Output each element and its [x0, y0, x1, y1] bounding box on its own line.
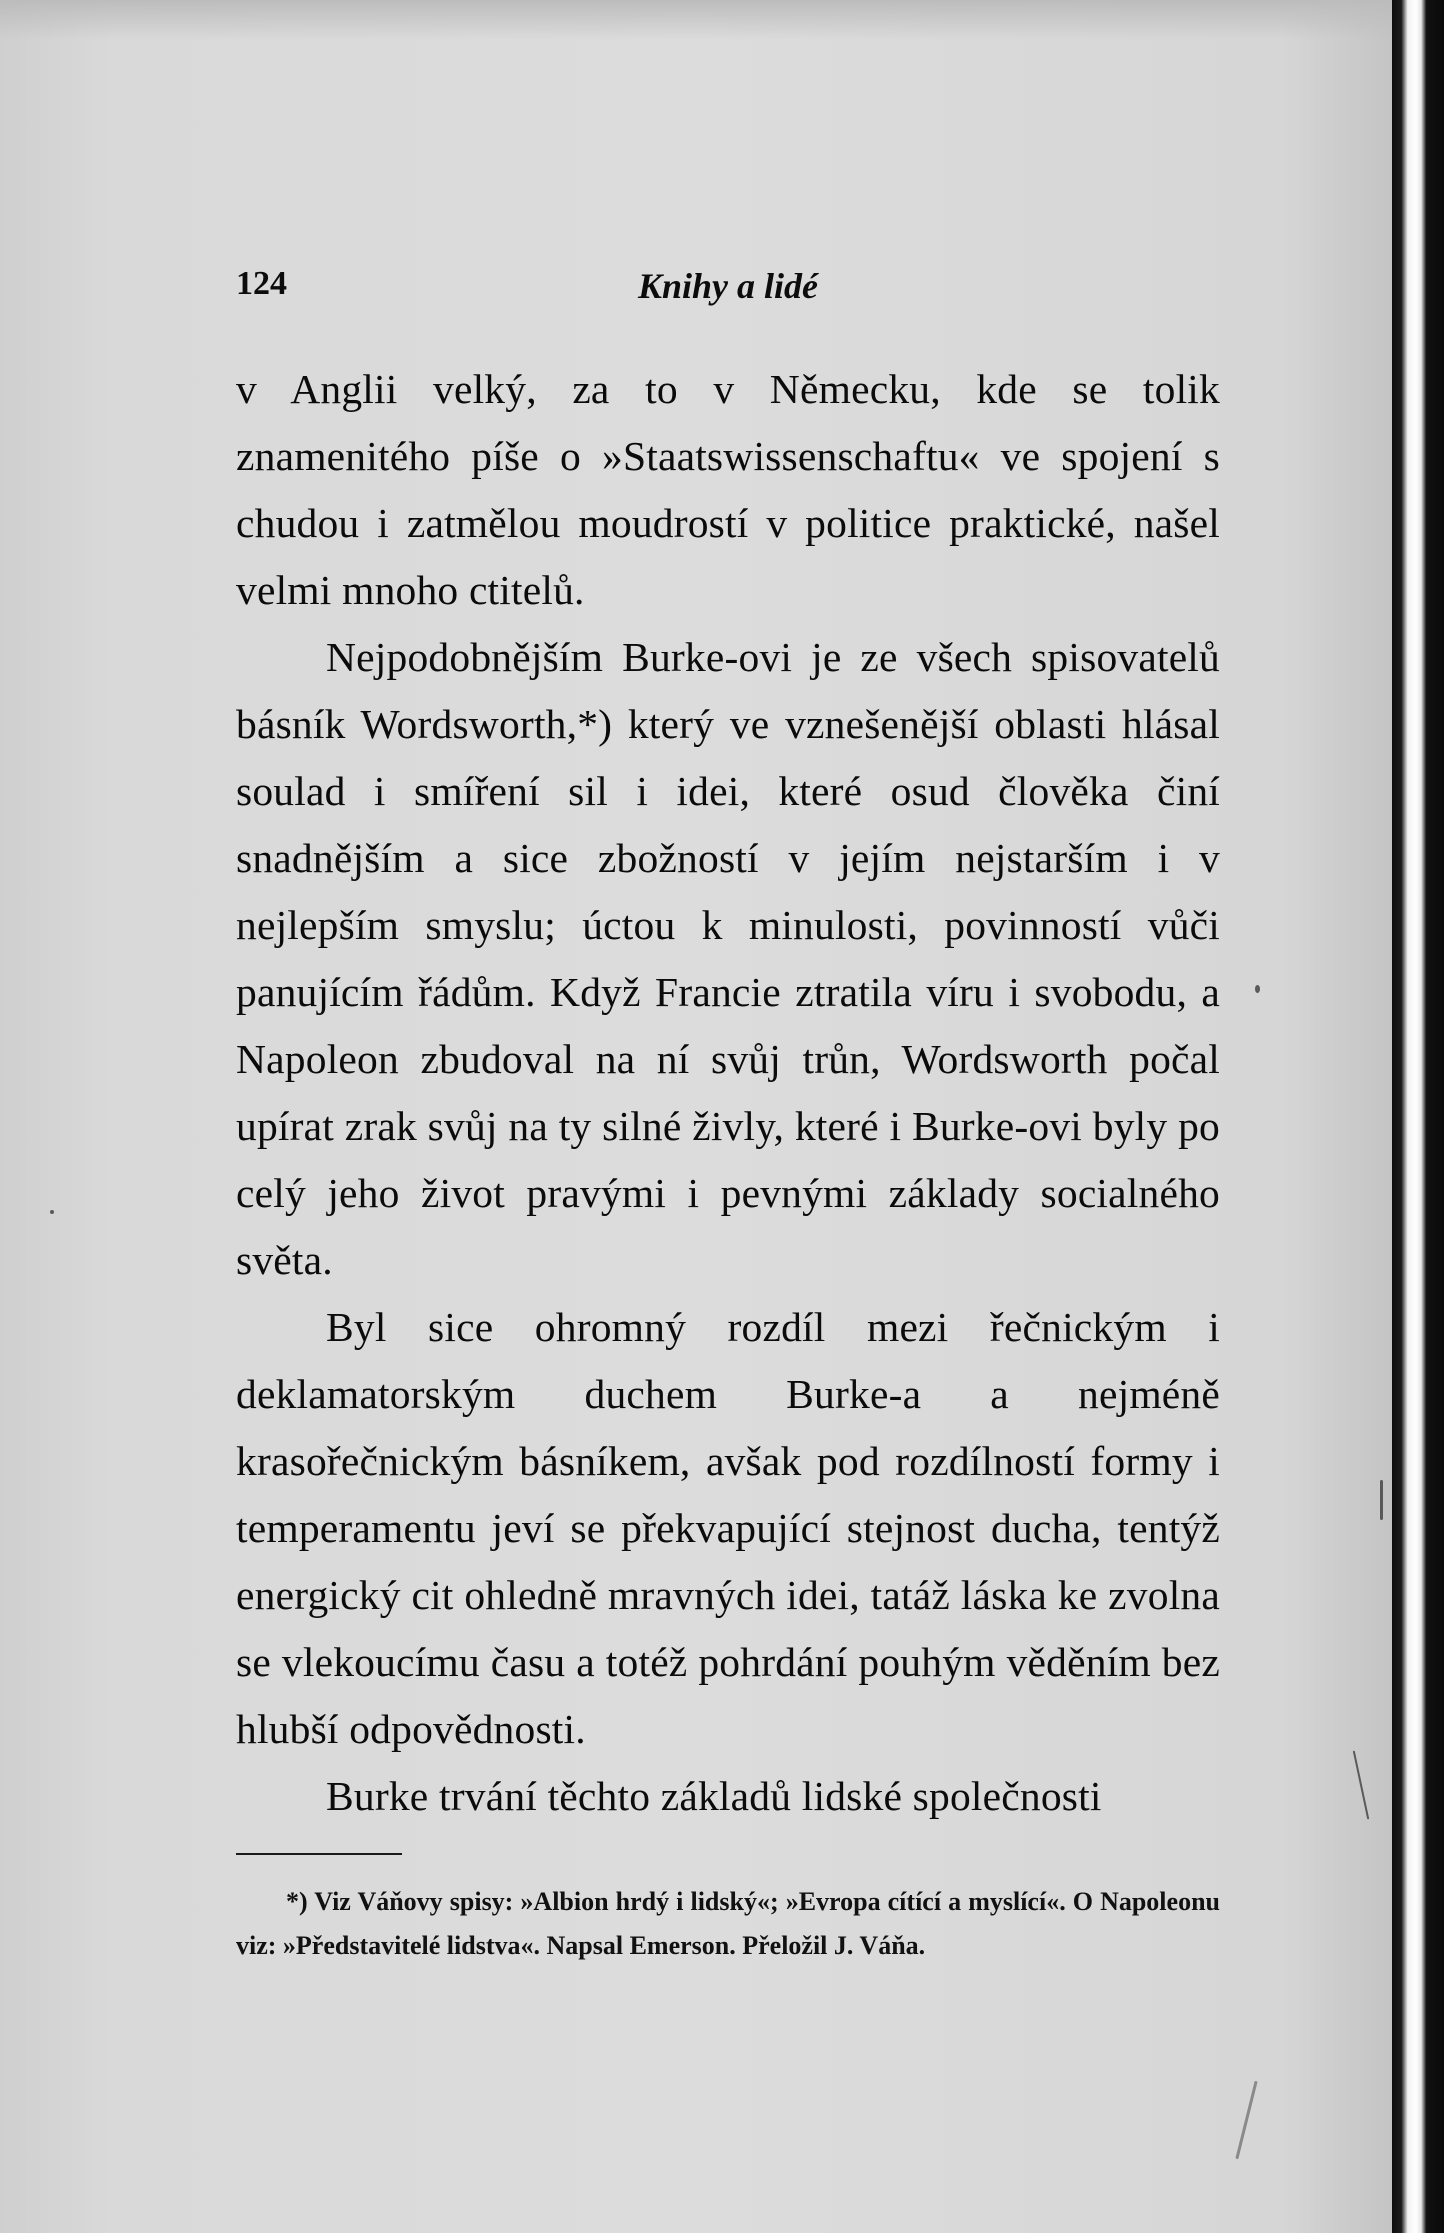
paragraph: Burke trvání těchto základů lidské společnosti — [326, 1773, 1102, 1819]
scan-speck — [1380, 1480, 1383, 1520]
footnote-divider — [236, 1853, 402, 1855]
footnote: *) Viz Váňovy spisy: »Albion hrdý i lidský«; »Evropa cítící a myslící«. O Napoleonu viz: »Představitelé lidstva«. Napsal Emerson. Přeložil J. Váňa. — [236, 1887, 1220, 1960]
page-number: 124 — [236, 265, 287, 302]
scan-speck — [1353, 1751, 1370, 1820]
paragraph: Byl sice ohromný rozdíl mezi řečnickým i deklamatorským duchem Burke-a a nejméně krasořečnickým básníkem, avšak pod rozdílností formy i temperamentu jeví se překvapující stejnost ducha, tentýž energický cit ohledně mravných idei, tatáž láska ke zvolna se vlekoucímu času a totéž pohrdání pouhým věděním bez hlubší odpovědnosti. — [236, 1304, 1220, 1752]
page-header — [236, 265, 1220, 315]
scan-speck — [50, 1210, 54, 1214]
scan-speck — [1235, 2081, 1257, 2159]
body-text — [236, 356, 1220, 1830]
paragraph: Nejpodobnějším Burke-ovi je ze všech spisovatelů básník Wordsworth,*) který ve vznešenější oblasti hlásal soulad i smíření sil i idei, které osud člověka činí snadnějším a sice zbožností v jejím nejstarším i v nejlepším smyslu; úctou k minulosti, povinností vůči panujícím řádům. Když Francie ztratila víru i svobodu, a Napoleon zbudoval na ní svůj trůn, Wordsworth počal upírat zrak svůj na ty silné živly, které i Burke-ovi byly po celý jeho život pravými i pevnými základy socialného světa. — [236, 634, 1220, 1283]
page-edge — [1392, 0, 1444, 2233]
scan-speck — [1255, 985, 1260, 993]
paragraph-continuation: v Anglii velký, za to v Německu, kde se tolik znamenitého píše o »Staatswissenschaftu« ve spojení s chudou i zatmělou moudrostí v politice praktické, našel velmi mnoho ctitelů. — [236, 366, 1220, 613]
running-title: Knihy a lidé — [637, 266, 819, 306]
